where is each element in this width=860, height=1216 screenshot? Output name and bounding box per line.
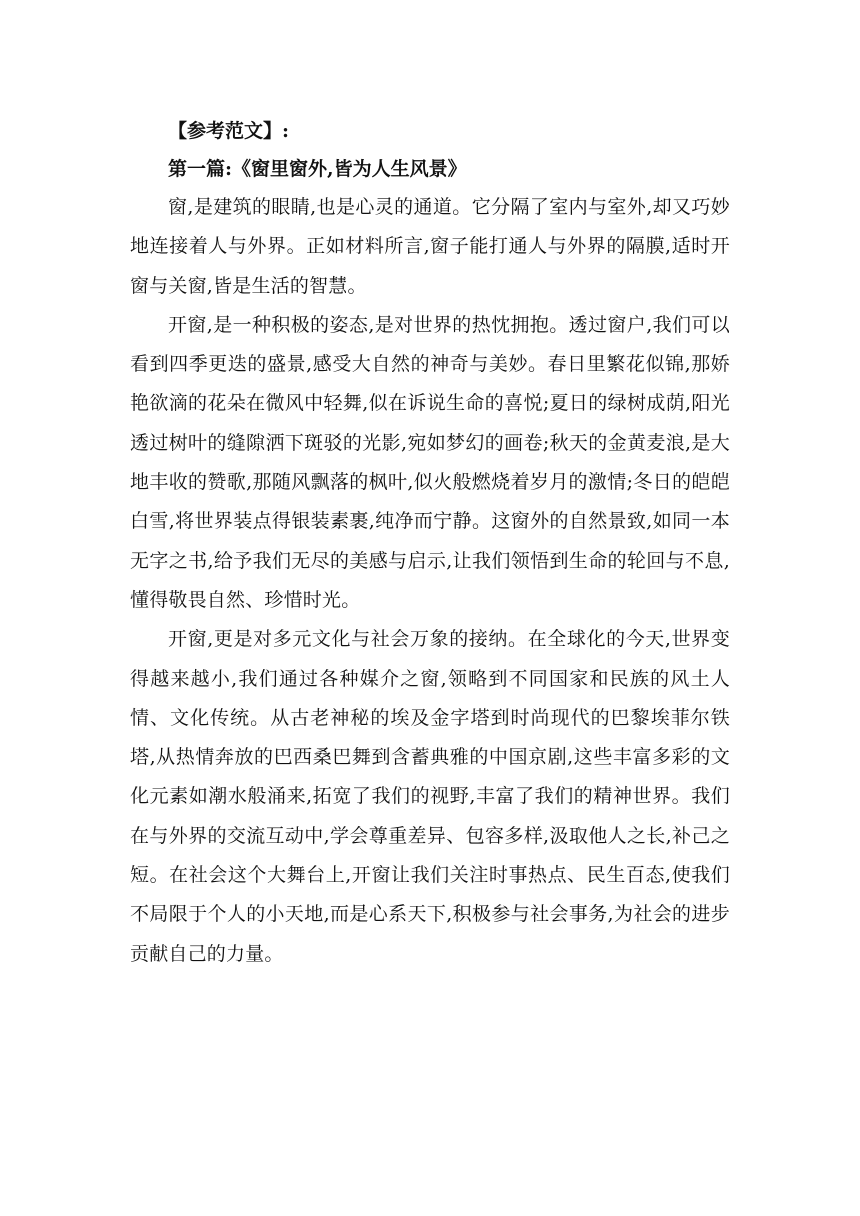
paragraph-3: 开窗,更是对多元文化与社会万象的接纳。在全球化的今天,世界变得越来越小,我们通过各种媒介之窗,领略到不同国家和民族的风土人情、文化传统。从古老神秘的埃及金字塔到时尚现代的巴黎埃菲尔铁塔,从热情奔放的巴西桑巴舞到含蓄典雅的中国京剧,这些丰富多彩的文化元素如潮水般涌来,拓宽了我们的视野,丰富了我们的精神世界。我们在与外界的交流互动中,学会尊重差异、包容多样,汲取他人之长,补己之短。在社会这个大舞台上,开窗让我们关注时事热点、民生百态,使我们不局限于个人的小天地,而是心系天下,积极参与社会事务,为社会的进步贡献自己的力量。 — [130, 628, 730, 965]
section-label: 【参考范文】: — [168, 120, 290, 142]
paragraph-1: 窗,是建筑的眼睛,也是心灵的通道。它分隔了室内与室外,却又巧妙地连接着人与外界。正如材料所言,窗子能打通人与外界的隔膜,适时开窗与关窗,皆是生活的智慧。 — [130, 196, 730, 297]
essay-title: 第一篇:《窗里窗外,皆为人生风景》 — [168, 158, 467, 180]
document-page — [130, 112, 730, 974]
paragraph-2: 开窗,是一种积极的姿态,是对世界的热忱拥抱。透过窗户,我们可以看到四季更迭的盛景,感受大自然的神奇与美妙。春日里繁花似锦,那娇艳欲滴的花朵在微风中轻舞,似在诉说生命的喜悦;夏日的绿树成荫,阳光透过树叶的缝隙洒下斑驳的光影,宛如梦幻的画卷;秋天的金黄麦浪,是大地丰收的赞歌,那随风飘落的枫叶,似火般燃烧着岁月的激情;冬日的皑皑白雪,将世界装点得银装素裹,纯净而宁静。这窗外的自然景致,如同一本无字之书,给予我们无尽的美感与启示,让我们领悟到生命的轮回与不息,懂得敬畏自然、珍惜时光。 — [130, 313, 730, 611]
